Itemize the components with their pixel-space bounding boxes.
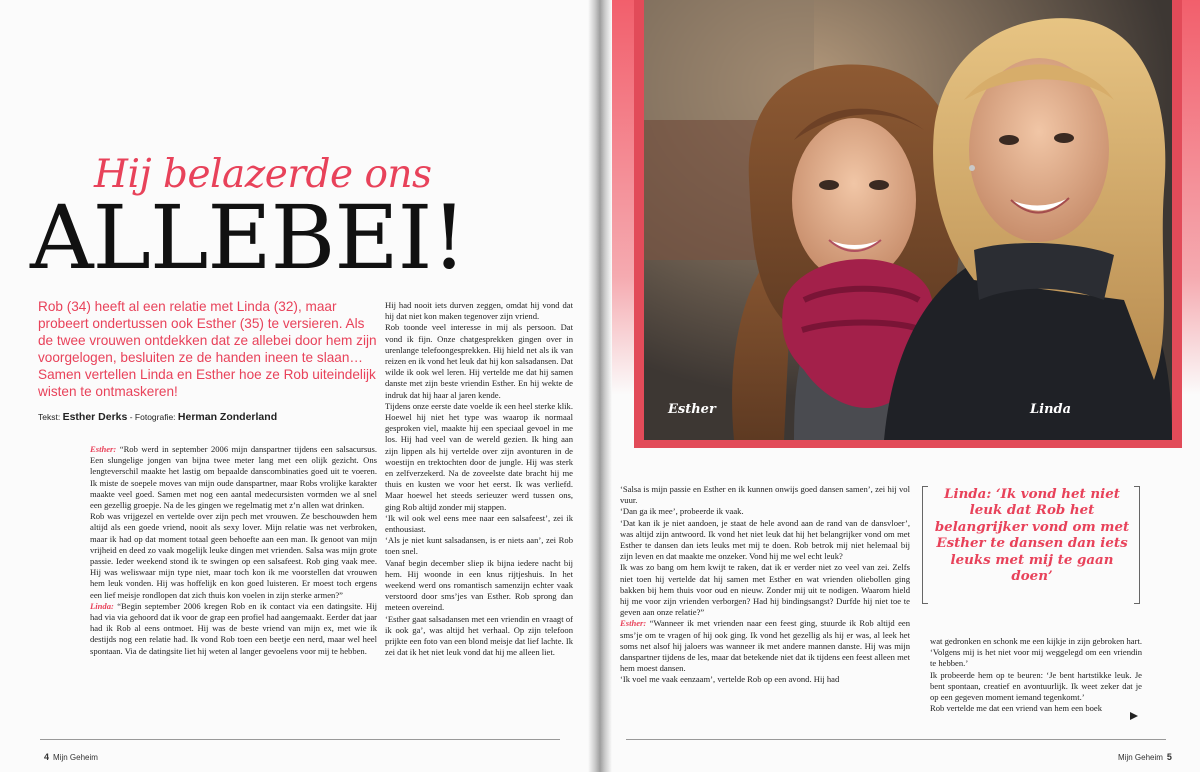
right-page xyxy=(600,0,1200,772)
text-credit-label: Tekst: xyxy=(38,412,63,422)
paragraph-text: ‘Salsa is mijn passie en Esther en ik kunnen onwijs goed dansen samen’, zei hij vol vuur. xyxy=(620,484,910,506)
paragraph-text: “Rob werd in september 2006 mijn danspartner tijdens een salsacursus. Een slungelige jongen van bijna twee meter lang met een olijk gezicht. Ons lengteverschil maakte het lastig om bepaalde danscombinaties goed uit te voeren. Ik miste de soepele moves van mijn oude danspartner, maar Robs vrolijke karakter maakte veel goed. Samen met nog een aantal medecursisten vormden we al snel een gezellig groepje. Na de les gingen we regelmatig met z’n allen wat drinken. xyxy=(90,444,377,511)
paragraph-text: ‘Dat kan ik je niet aandoen, je staat de hele avond aan de rand van de dansvloer’, was altijd zijn antwoord. Ik vond het niet leuk dat hij het belangrijker vond om met Esther te dansen dan iets leuks met mij te doen. Rob betrok mij niet helemaal bij zijn leven en dat maakte me onzeker. Vond hij me wel echt leuk? xyxy=(620,517,910,562)
paragraph: Vanaf begin december sliep ik bijna iedere nacht bij hem. Hij woonde in een knus rijtjeshuis. In het weekend werd ons romantisch samenzijn echter vaak verstoord door sms’jes van Esther. Rob sprong dan meteen overeind. xyxy=(385,557,573,613)
paragraph xyxy=(620,506,910,517)
paragraph-text: ‘Ik voel me vaak eenzaam’, vertelde Rob op een avond. Hij had xyxy=(620,674,840,685)
left-page xyxy=(0,0,592,772)
photo-author: Herman Zonderland xyxy=(177,411,278,423)
paragraph-text: “Wanneer ik met vrienden naar een feest ging, stuurde ik Rob altijd een sms’je om te vragen of hij ook ging. Ik vond het gezellig als hij er was, al leek het soms net alsof hij jaloers was wanneer ik met andere mannen danste. Hij was mijn danspartner tijdens de les, maar dat betekende niet dat ik tijdens een feest alleen met hem moest dansen. xyxy=(620,618,910,674)
text-author: Esther Derks xyxy=(62,411,128,423)
paragraph-text: Rob was vrijgezel en vertelde over zijn pech met vrouwen. Ze beschouwden hem altijd als een goede vriend, nooit als sexy lover. Mijn relatie was net verbroken, maar ik had op dat moment totaal geen behoefte aan een man. Ik genoot van mijn vrijheid en deed zo vaak mogelijk leuke dingen met vrienden. Salsa was mijn grote passie. Ieder weekend stond ik te swingen op een salsafeest. Rob ging vaak mee. Hij was weliswaar mijn type niet, maar toch kon ik me voorstellen dat vrouwen hem leuk vonden. Hij was hoffelijk en kon goed luisteren. Er moest toch ergens een lief meisje rondlopen dat zich thuis kon voelen in zijn sterke armen?” xyxy=(90,511,377,600)
quote-bracket-left xyxy=(922,486,928,604)
credits-line xyxy=(38,411,277,423)
magazine-name: Mijn Geheim xyxy=(53,753,98,762)
page-number: 4 xyxy=(44,752,50,762)
caption-esther: Esther xyxy=(668,402,716,417)
paragraph-text: ‘Dan ga ik mee’, probeerde ik vaak. xyxy=(620,506,744,517)
speaker-label: Esther: xyxy=(90,444,120,454)
paragraph: Hij had nooit iets durven zeggen, omdat hij vond dat hij dat niet kon maken tegenover zijn vriend. xyxy=(385,300,573,322)
body-column-4 xyxy=(930,636,1142,714)
paragraph: Rob toonde veel interesse in mij als persoon. Dat vond ik fijn. Onze chatgesprekken gingen over in urenlange telefoongesprekken. Hij hield net als ik van reizen en ik vond het leuk dat hij kon salsadansen. Dat wilde ik ook wel leren. Hij vertelde me dat hij samen danste met zijn beste vriendin Esther. En hij wekte de indruk dat hij haar al jaren kende. xyxy=(385,322,573,400)
caption-linda: Linda xyxy=(1030,402,1072,417)
portrait-illustration xyxy=(644,0,1172,440)
body-column-2 xyxy=(385,300,573,659)
headline-main: ALLEBEI! xyxy=(30,186,466,289)
portrait-photo xyxy=(644,0,1172,440)
continue-arrow-icon xyxy=(1130,712,1138,720)
paragraph xyxy=(620,674,910,685)
magazine-name: Mijn Geheim xyxy=(1118,753,1163,762)
photo-credit-label: - Fotografie: xyxy=(127,412,178,422)
paragraph: Ik probeerde hem op te beuren: ‘Je bent hartstikke leuk. Je bent spontaan, creatief en avontuurlijk. Ik weet zeker dat je op een gegeven moment iemand tegenkomt.’ xyxy=(930,669,1142,703)
intro-paragraph: Rob (34) heeft al een relatie met Linda (32), maar probeert ondertussen ook Esther (35) te versieren. Als de twee vrouwen ontdekken dat ze allebei door hem zijn voorgelogen, besluiten ze de handen ineen te slaan… Samen vertellen Linda en Esther hoe ze Rob uiteindelijk wisten te ontmaskeren! xyxy=(38,299,377,399)
paragraph: wat gedronken en schonk me een kijkje in zijn gebroken hart. ‘Volgens mij is het niet voor mij weggelegd om een vriendin te hebben.’ xyxy=(930,636,1142,669)
paragraph xyxy=(620,618,910,674)
paragraph-text: “Begin september 2006 kregen Rob en ik contact via een datingsite. Hij had via via gehoord dat ik voor de grap een profiel had aangemaakt. Eerder dat jaar had ik Rob al eens ontmoet. Hij was de beste vriend van mijn ex, met wie ik destijds nog een relatie had. Ik vond Rob toen een beetje een nerd, maar wel heel spontaan. Via de datingsite liet hij weten al langer gevoelens voor mij te hebben. xyxy=(90,600,377,656)
footer-rule xyxy=(626,739,1166,740)
paragraph: Tijdens onze eerste date voelde ik een heel sterke klik. Hoewel hij niet het type was waarop ik normaal gesproken viel, maakte hij een speciaal gevoel in me los. Hij had veel van de wereld gezien. Ik hing aan zijn lippen als hij vertelde over zijn avonturen in de woestijn en trektochten door de jungle. Hij was sterk en zelfverzekerd. Na de zoveelste date bracht hij me thuis en kusten we voor het eerst. Ik was verliefd. Maar hoewel het steeds serieuzer werd tussen ons, ging Rob altijd zonder mij stappen. xyxy=(385,400,573,512)
speaker-label: Linda: xyxy=(90,600,118,611)
paragraph xyxy=(620,562,910,618)
page-number: 5 xyxy=(1166,752,1172,762)
left-folio xyxy=(40,752,98,762)
pull-quote xyxy=(922,486,1140,606)
footer-rule xyxy=(40,739,560,740)
headline-script: Hij belazerde ons xyxy=(94,152,432,197)
paragraph: ‘Esther gaat salsadansen met een vriendin en vraagt of ik ook ga’, was altijd het verhaal. Op zijn telefoon prijkte een foto van een blond meisje dat lief lachte. Ik zei dat ik het niet leuk vond dat hij me alleen liet. xyxy=(385,613,573,658)
paragraph-text: Ik was zo bang om hem kwijt te raken, dat ik er verder niet zo veel van zei. Zelfs niet toen hij vertelde dat hij samen met Esther en wat vrienden oliebollen ging bakken bij hem thuis voor oud en nieuw. Zonder mij uit te nodigen. Waarom hield hij me voor zijn vrienden verborgen? Had hij bindingsangst? Durfde hij niet toe te geven aan onze relatie?” xyxy=(620,562,910,618)
paragraph: ‘Ik wil ook wel eens mee naar een salsafeest’, zei ik enthousiast. xyxy=(385,512,573,535)
body-column-1 xyxy=(90,444,377,657)
spine-gutter xyxy=(588,0,612,772)
quote-bracket-right xyxy=(1134,486,1140,604)
pull-quote-text: Linda: ‘Ik vond het niet leuk dat Rob het belangrijker vond om met Esther te dansen dan iets leuks met mij te gaan doen’ xyxy=(934,486,1130,585)
paragraph xyxy=(620,518,910,563)
right-folio xyxy=(1118,752,1176,762)
paragraph: Rob vertelde me dat een vriend van hem een boek xyxy=(930,703,1103,714)
paragraph xyxy=(90,601,377,657)
paragraph: ‘Als je niet kunt salsadansen, is er niets aan’, zei Rob toen snel. xyxy=(385,535,573,557)
paragraph xyxy=(90,511,377,601)
speaker-label: Esther: xyxy=(620,618,650,629)
body-column-3 xyxy=(620,484,910,686)
paragraph xyxy=(620,484,910,506)
paragraph xyxy=(90,444,377,511)
